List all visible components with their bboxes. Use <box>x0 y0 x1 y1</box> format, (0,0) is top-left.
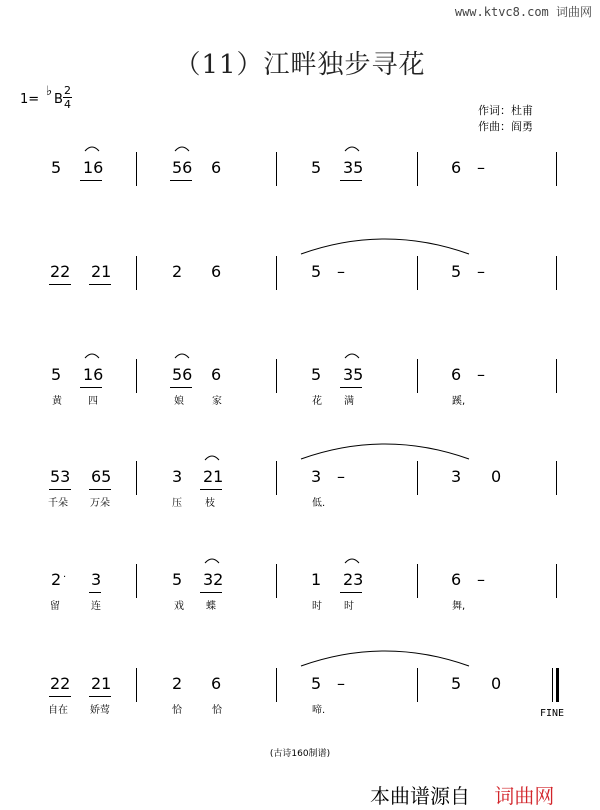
note: 56 <box>172 365 193 384</box>
note: 5 <box>451 674 462 693</box>
lyric: 蝶 <box>206 601 216 612</box>
underline <box>80 180 102 181</box>
lyric: 时 <box>312 601 322 612</box>
barline <box>136 256 137 290</box>
final-barline-thin <box>552 668 553 702</box>
source-note: (古诗160制谱) <box>269 749 331 759</box>
tie <box>300 236 470 256</box>
score-row-5 <box>0 570 600 630</box>
augmentation-dot: · <box>63 572 67 583</box>
lyric: 娘 <box>174 396 184 407</box>
note: 16 <box>83 365 104 384</box>
lyric: 家 <box>212 396 222 407</box>
note: 5 <box>172 570 183 589</box>
note: 16 <box>83 158 104 177</box>
lyric: 四 <box>88 396 98 407</box>
barline <box>276 564 277 598</box>
underline <box>89 489 111 490</box>
score-row-6 <box>0 674 600 734</box>
song-title: （11）江畔独步寻花 <box>174 50 426 80</box>
slur <box>204 453 220 461</box>
dash: – <box>477 570 485 589</box>
barline <box>136 461 137 495</box>
barline <box>276 461 277 495</box>
tie <box>300 441 470 461</box>
lyric: 低. <box>312 498 326 509</box>
footer-brand: 词曲网 <box>494 784 555 808</box>
underline <box>89 284 111 285</box>
lyric: 戏 <box>174 601 184 612</box>
barline <box>417 359 418 393</box>
note: 6 <box>211 262 222 281</box>
slur <box>204 556 220 564</box>
slur <box>344 144 360 152</box>
score-row-2 <box>0 262 600 322</box>
barline <box>417 564 418 598</box>
note: 32 <box>203 570 224 589</box>
note: 35 <box>343 158 364 177</box>
note: 5 <box>51 158 62 177</box>
barline <box>276 152 277 186</box>
score-row-4 <box>0 467 600 527</box>
lyric: 娇莺 <box>90 705 110 716</box>
underline <box>49 696 71 697</box>
lyric: 啼. <box>312 705 326 716</box>
note: 2 <box>172 262 183 281</box>
underline <box>340 180 362 181</box>
dash: – <box>477 365 485 384</box>
note: 5 <box>51 365 62 384</box>
underline <box>49 489 71 490</box>
note: 21 <box>91 262 112 281</box>
lyric: 留 <box>50 601 60 612</box>
note: 22 <box>50 262 71 281</box>
note: 0 <box>491 674 502 693</box>
underline <box>200 489 222 490</box>
barline <box>556 152 557 186</box>
slur <box>84 144 100 152</box>
lyric: 自在 <box>48 705 68 716</box>
note: 5 <box>311 365 322 384</box>
underline <box>89 696 111 697</box>
note: 1 <box>311 570 322 589</box>
note: 53 <box>50 467 71 486</box>
lyric: 黄 <box>52 396 62 407</box>
barline <box>136 359 137 393</box>
barline <box>276 359 277 393</box>
note: 6 <box>211 365 222 384</box>
barline <box>276 668 277 702</box>
underline <box>340 592 362 593</box>
dash: – <box>337 674 345 693</box>
barline <box>417 461 418 495</box>
dash: – <box>337 467 345 486</box>
slur <box>84 351 100 359</box>
note: 5 <box>311 158 322 177</box>
lyric: 千朵 <box>48 498 68 509</box>
barline <box>556 359 557 393</box>
slur <box>174 144 190 152</box>
note: 3 <box>451 467 462 486</box>
lyric: 舞, <box>452 601 466 612</box>
barline <box>136 564 137 598</box>
dash: – <box>337 262 345 281</box>
barline <box>417 668 418 702</box>
note: 21 <box>91 674 112 693</box>
note: 5 <box>311 262 322 281</box>
lyric: 恰 <box>172 705 182 716</box>
dash: – <box>477 262 485 281</box>
lyric: 压 <box>172 498 182 509</box>
underline <box>170 180 192 181</box>
time-signature-bottom: 4 <box>64 98 71 111</box>
lyric: 花 <box>312 396 322 407</box>
note: 3 <box>91 570 102 589</box>
barline <box>556 564 557 598</box>
slur <box>344 351 360 359</box>
note: 2 <box>172 674 183 693</box>
footer-text: 本曲谱源自 <box>370 784 470 808</box>
score-row-1 <box>0 158 600 218</box>
note: 5 <box>451 262 462 281</box>
note: 6 <box>451 365 462 384</box>
note: 23 <box>343 570 364 589</box>
key-note: B <box>54 92 63 107</box>
slur <box>344 556 360 564</box>
lyricist-credit: 作词：杜甫 <box>478 104 533 117</box>
barline <box>136 668 137 702</box>
score-row-3 <box>0 365 600 425</box>
dash: – <box>477 158 485 177</box>
fine-marking: FINE <box>540 708 565 719</box>
time-signature-top: 2 <box>64 84 71 97</box>
note: 6 <box>211 674 222 693</box>
lyric: 连 <box>91 601 101 612</box>
note: 6 <box>211 158 222 177</box>
barline <box>556 256 557 290</box>
note: 35 <box>343 365 364 384</box>
footer-banner <box>370 780 554 809</box>
composer-credit: 作曲：阎勇 <box>478 120 533 133</box>
note: 22 <box>50 674 71 693</box>
barline <box>556 461 557 495</box>
lyric: 时 <box>344 601 354 612</box>
note: 0 <box>491 467 502 486</box>
underline <box>170 387 192 388</box>
lyric: 万朵 <box>90 498 110 509</box>
underline <box>340 387 362 388</box>
underline <box>200 592 222 593</box>
underline <box>49 284 71 285</box>
barline <box>417 152 418 186</box>
site-watermark: www.ktvc8.com 词曲网 <box>454 5 592 19</box>
note: 65 <box>91 467 112 486</box>
key-prefix: 1= <box>20 92 40 107</box>
note: 2 <box>51 570 62 589</box>
lyric: 满 <box>344 396 354 407</box>
underline <box>80 387 102 388</box>
lyric: 枝 <box>205 498 215 509</box>
note: 6 <box>451 158 462 177</box>
barline <box>136 152 137 186</box>
note: 5 <box>311 674 322 693</box>
note: 21 <box>203 467 224 486</box>
note: 3 <box>311 467 322 486</box>
note: 3 <box>172 467 183 486</box>
underline <box>89 592 101 593</box>
final-barline-thick <box>556 668 559 702</box>
lyric: 蹊, <box>452 396 466 407</box>
note: 56 <box>172 158 193 177</box>
barline <box>276 256 277 290</box>
slur <box>174 351 190 359</box>
lyric: 恰 <box>212 705 222 716</box>
flat-sign: ♭ <box>46 84 53 99</box>
barline <box>417 256 418 290</box>
tie <box>300 648 470 668</box>
note: 6 <box>451 570 462 589</box>
